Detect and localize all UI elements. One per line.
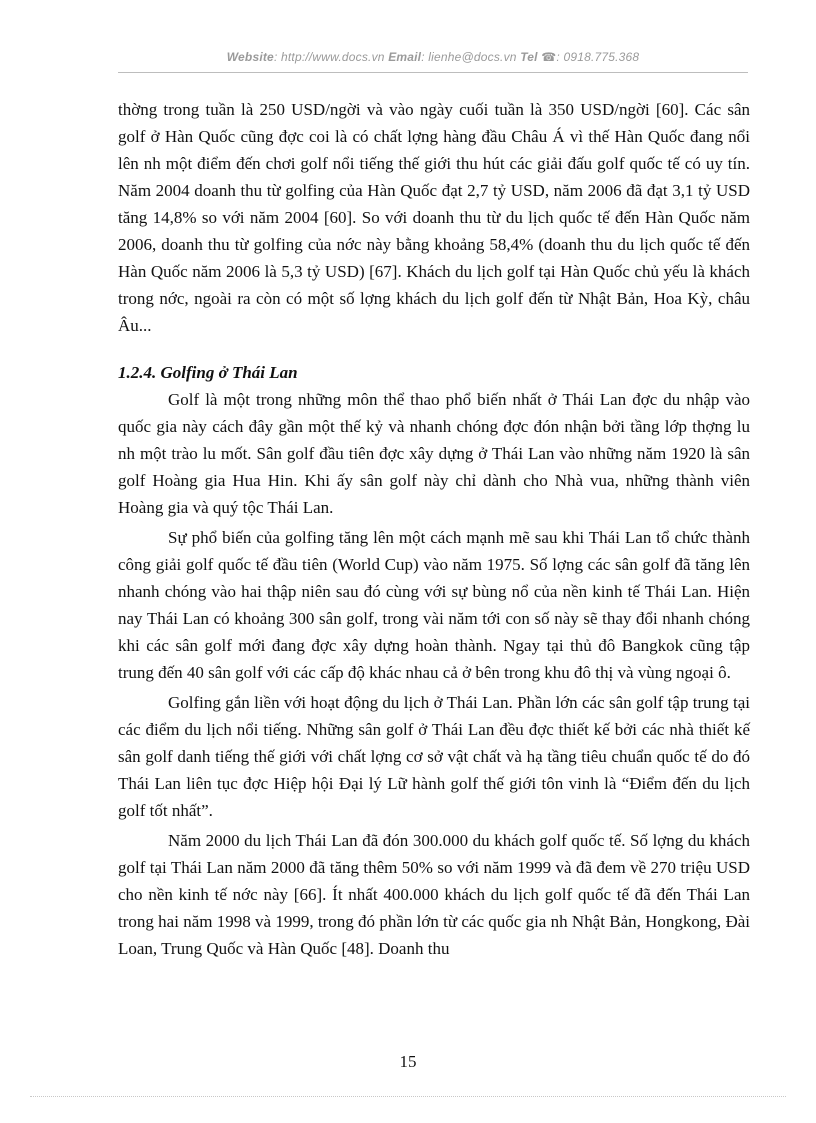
email-label: Email bbox=[388, 50, 422, 64]
website-link[interactable]: : http://www.docs.vn bbox=[273, 50, 385, 64]
section-heading: 1.2.4. Golfing ở Thái Lan bbox=[118, 363, 298, 382]
email-link[interactable]: : lienhe@docs.vn bbox=[421, 50, 517, 64]
paragraph-thailand-intro: Golf là một trong những môn thể thao phổ biến nhất ở Thái Lan đợc du nhập vào quốc gia này cách đây gần một thế kỷ và nhanh chóng đợc đón nhận bởi tầng lớp thợng lu nh một trào lu mốt. Sân golf đầu tiên đợc xây dựng ở Thái Lan vào những năm 1920 là sân golf Hoàng gia Hua Hin. Khi ấy sân golf này chỉ dành cho Nhà vua, những thành viên Hoàng gia và quý tộc Thái Lan. bbox=[118, 390, 750, 517]
website-label: Website bbox=[226, 50, 274, 64]
page-header bbox=[118, 50, 748, 64]
paragraph-thailand-growth: Sự phổ biến của golfing tăng lên một cách mạnh mẽ sau khi Thái Lan tổ chức thành công giải golf quốc tế đầu tiên (World Cup) vào năm 1975. Số lợng các sân golf đã tăng lên nhanh chóng vào hai thập niên sau đó cùng với sự bùng nổ của nền kinh tế Thái Lan. Hiện nay Thái Lan có khoảng 300 sân golf, trong vài năm tới con số này sẽ thay đổi nhanh chóng khi các sân golf mới đang đợc xây dựng hoàn thành. Ngay tại thủ đô Bangkok cũng tập trung đến 40 sân golf với các cấp độ khác nhau cả ở bên trong khu đô thị và vùng ngoại ô. bbox=[118, 528, 750, 682]
tel-value: : 0918.775.368 bbox=[556, 50, 640, 64]
footer-divider bbox=[30, 1096, 786, 1097]
page-number: 15 bbox=[399, 1052, 417, 1071]
tel-label: Tel ☎ bbox=[520, 50, 557, 64]
paragraph-korea-continued: thờng trong tuần là 250 USD/ngời và vào ngày cuối tuần là 350 USD/ngời [60]. Các sân golf ở Hàn Quốc cũng đợc coi là có chất lợng hàng đầu Châu Á vì thế Hàn Quốc đang nổi lên nh một điểm đến chơi golf nổi tiếng thế giới thu hút các giải đấu golf quốc tế có uy tín. Năm 2004 doanh thu từ golfing của Hàn Quốc đạt 2,7 tỷ USD, năm 2006 đã đạt 3,1 tỷ USD tăng 14,8% so với năm 2004 [60]. So với doanh thu từ du lịch quốc tế đến Hàn Quốc năm 2006, doanh thu từ golfing của nớc này bằng khoảng 58,4% (doanh thu du lịch quốc tế đến Hàn Quốc năm 2006 là 5,3 tỷ USD) [67]. Khách du lịch golf tại Hàn Quốc chủ yếu là khách trong nớc, ngoài ra còn có một số lợng khách du lịch golf đến từ Nhật Bản, Hoa Kỳ, châu Âu... bbox=[118, 100, 750, 335]
document-body bbox=[118, 96, 750, 962]
header-divider bbox=[118, 72, 748, 73]
paragraph-thailand-2000: Năm 2000 du lịch Thái Lan đã đón 300.000 du khách golf quốc tế. Số lợng du khách golf tại Thái Lan năm 2000 đã tăng thêm 50% so với năm 1999 và đã đem về 270 triệu USD cho nền kinh tế nớc này [66]. Ít nhất 400.000 khách du lịch golf quốc tế đã đến Thái Lan trong hai năm 1998 và 1999, trong đó phần lớn từ các quốc gia nh Nhật Bản, Hongkong, Đài Loan, Trung Quốc và Hàn Quốc [48]. Doanh thu bbox=[118, 831, 750, 958]
paragraph-thailand-tourism: Golfing gắn liền với hoạt động du lịch ở Thái Lan. Phần lớn các sân golf tập trung tại các điểm du lịch nổi tiếng. Những sân golf ở Thái Lan đều đợc thiết kế bởi các nhà thiết kế sân golf danh tiếng thế giới với chất lợng cơ sở vật chất và hạ tầng tiêu chuẩn quốc tế do đó Thái Lan liên tục đợc Hiệp hội Đại lý Lữ hành golf thế giới tôn vinh là “Điểm đến du lịch golf tốt nhất”. bbox=[118, 693, 750, 820]
